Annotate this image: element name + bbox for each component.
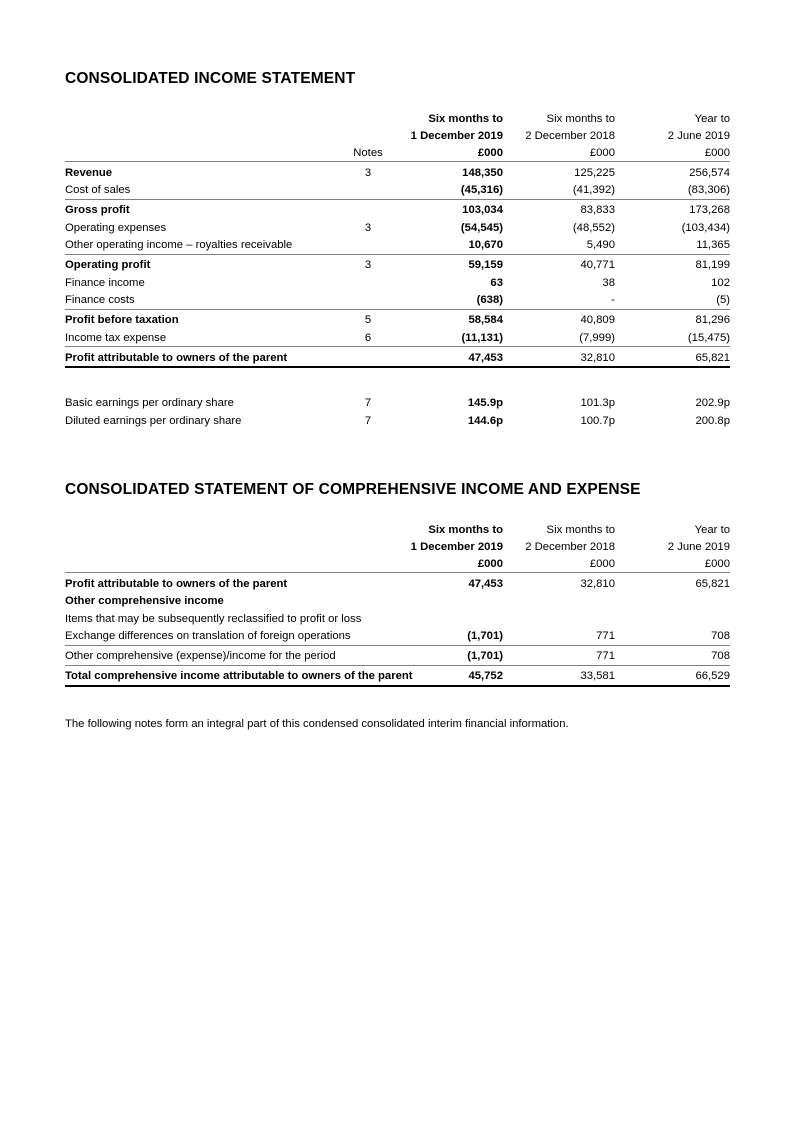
row-value-col1: 45,752 [398, 665, 503, 686]
col3-period-line2: 2 June 2019 [667, 130, 730, 142]
table-row [65, 162, 730, 182]
footnote-text: The following notes form an integral part of this condensed consolidated interim financial information. [65, 717, 569, 730]
col1-period-line1: Six months to [428, 113, 503, 125]
row-value-col3: (15,475) [687, 331, 730, 344]
row-value-col3: 81,199 [615, 254, 730, 274]
row-value-col1: (45,316) [460, 184, 503, 196]
row-value-col1: 148,350 [398, 162, 503, 182]
row-note: 3 [338, 254, 398, 274]
row-value-col3: 11,365 [696, 239, 730, 251]
table-total-row [65, 347, 730, 368]
row-label: Profit before taxation [65, 309, 338, 329]
row-value-col3: 65,821 [615, 347, 730, 368]
row-label: Gross profit [65, 199, 338, 219]
row-value-col3: 708 [711, 630, 730, 642]
table-row [65, 199, 730, 219]
row-note [338, 181, 398, 199]
row-value-col3 [615, 592, 730, 610]
row-value-col1 [398, 610, 503, 628]
row-value-col1: 63 [490, 276, 503, 289]
table-row [65, 181, 730, 199]
table-row [65, 254, 730, 274]
row-value-col2: 83,833 [503, 199, 615, 219]
col2-unit: £000 [589, 147, 615, 159]
section-spacer [65, 429, 730, 481]
table-row [65, 573, 730, 593]
heading-spacer-2 [65, 499, 730, 521]
col3-unit: £000 [704, 147, 730, 159]
header-blank-3 [65, 144, 338, 162]
col1-period-line2: 1 December 2019 [410, 130, 503, 142]
col2-unit: £000 [589, 558, 615, 570]
eps-spacer [65, 368, 730, 394]
col2-period-line2: 2 December 2018 [525, 541, 615, 553]
table-row [65, 219, 730, 237]
row-value-col3: (103,434) [681, 221, 730, 234]
row-value-col2: 40,809 [503, 309, 615, 329]
header-blank [65, 110, 338, 127]
table-header-row-3 [65, 144, 730, 162]
comprehensive-income-table [65, 521, 730, 687]
row-value-col2: (48,552) [572, 221, 615, 234]
table-row [65, 394, 730, 412]
row-note [338, 236, 398, 254]
col2-period-line1: Six months to [546, 524, 615, 536]
row-value-col2: 38 [602, 276, 615, 289]
row-value-col2: 32,810 [503, 347, 615, 368]
row-note [338, 347, 398, 368]
row-note: 3 [364, 221, 372, 234]
row-value-col3: 202.9p [695, 397, 730, 409]
row-note: 5 [338, 309, 398, 329]
row-label: Profit attributable to owners of the parent [65, 573, 398, 593]
row-value-col1: 103,034 [398, 199, 503, 219]
row-value-col3: 256,574 [615, 162, 730, 182]
row-label: Finance income [65, 276, 145, 289]
notes-column-header: Notes [353, 147, 383, 159]
col1-period-line2: 1 December 2019 [410, 541, 503, 553]
row-value-col2: 771 [503, 645, 615, 665]
row-value-col2: 40,771 [503, 254, 615, 274]
row-label: Operating profit [65, 254, 338, 274]
row-value-col2: - [611, 294, 615, 306]
row-value-col3: 102 [711, 276, 730, 289]
comprehensive-income-heading: CONSOLIDATED STATEMENT OF COMPREHENSIVE INCOME AND EXPENSE [65, 481, 641, 498]
table-row [65, 291, 730, 309]
row-value-col3: 200.8p [695, 414, 730, 427]
col3-period-line1: Year to [694, 524, 730, 536]
col1-unit: £000 [477, 558, 503, 570]
col2-period-line1: Six months to [546, 113, 615, 125]
col3-period-line2: 2 June 2019 [667, 541, 730, 553]
row-value-col3: 173,268 [615, 199, 730, 219]
row-note: 6 [364, 331, 372, 344]
row-label: Income tax expense [65, 331, 167, 344]
row-label: Revenue [65, 162, 338, 182]
col1-period-line1: Six months to [428, 524, 503, 536]
row-value-col3: (83,306) [687, 184, 730, 196]
row-label: Finance costs [65, 294, 135, 306]
col2-period-line2: 2 December 2018 [525, 130, 615, 142]
row-value-col3: 708 [615, 645, 730, 665]
row-label: Operating expenses [65, 221, 167, 234]
row-note [338, 199, 398, 219]
row-value-col2: (7,999) [579, 331, 615, 344]
table-row [65, 329, 730, 347]
header-blank-notes [338, 110, 398, 127]
row-value-col1: 10,670 [468, 239, 503, 251]
row-value-col1: (638) [476, 294, 503, 306]
table-row [65, 592, 730, 610]
row-note: 7 [364, 414, 372, 427]
header-blank-2 [65, 538, 398, 555]
table-row [65, 412, 730, 430]
table-total-row [65, 665, 730, 686]
row-value-col1: 58,584 [398, 309, 503, 329]
table-row [65, 627, 730, 645]
header-blank-notes-2 [338, 127, 398, 144]
row-value-col1: (54,545) [460, 221, 503, 234]
heading-spacer [65, 88, 730, 110]
row-label: Other comprehensive income [65, 595, 224, 607]
row-label: Items that may be subsequently reclassified to profit or loss [65, 612, 362, 625]
table-header-row-2 [65, 127, 730, 144]
header-blank [65, 521, 398, 538]
row-value-col1: 145.9p [467, 397, 503, 409]
row-value-col2: 5,490 [586, 239, 615, 251]
table-row [65, 645, 730, 665]
row-label: Profit attributable to owners of the parent [65, 347, 338, 368]
row-value-col3: (5) [716, 294, 730, 306]
row-value-col2: 33,581 [503, 665, 615, 686]
table-row [65, 309, 730, 329]
row-label: Diluted earnings per ordinary share [65, 414, 242, 427]
row-value-col2: 125,225 [503, 162, 615, 182]
table-row [65, 274, 730, 292]
row-value-col1 [398, 592, 503, 610]
col1-unit: £000 [477, 147, 503, 159]
footnote-spacer [65, 687, 730, 717]
row-value-col3: 65,821 [615, 573, 730, 593]
row-label: Total comprehensive income attributable to owners of the parent [65, 665, 398, 686]
row-label: Other comprehensive (expense)/income for the period [65, 645, 398, 665]
row-note [338, 291, 398, 309]
row-value-col2 [503, 592, 615, 610]
row-note [338, 274, 398, 292]
header-blank-3 [65, 555, 398, 573]
document-content [65, 70, 730, 731]
table-header-row-2 [65, 538, 730, 555]
row-value-col3: 81,296 [615, 309, 730, 329]
row-value-col2 [503, 610, 615, 628]
row-label: Other operating income – royalties receivable [65, 239, 293, 251]
row-label: Cost of sales [65, 184, 131, 196]
row-value-col1: 144.6p [467, 414, 503, 427]
income-statement-table [65, 110, 730, 368]
row-value-col1: 47,453 [398, 347, 503, 368]
row-label: Exchange differences on translation of foreign operations [65, 630, 351, 642]
header-blank-2 [65, 127, 338, 144]
col3-unit: £000 [704, 558, 730, 570]
row-value-col2: 32,810 [503, 573, 615, 593]
row-value-col2: 771 [596, 630, 615, 642]
row-value-col1: 47,453 [398, 573, 503, 593]
row-label: Basic earnings per ordinary share [65, 397, 234, 409]
table-header-row-1 [65, 110, 730, 127]
row-note: 3 [338, 162, 398, 182]
row-value-col3 [615, 610, 730, 628]
row-value-col1: (1,701) [467, 630, 503, 642]
earnings-per-share-table [65, 394, 730, 429]
row-value-col2: (41,392) [572, 184, 615, 196]
row-value-col2: 100.7p [580, 414, 615, 427]
row-value-col1: (11,131) [461, 331, 503, 344]
row-value-col1: (1,701) [398, 645, 503, 665]
row-value-col3: 66,529 [615, 665, 730, 686]
row-value-col1: 59,159 [398, 254, 503, 274]
row-note: 7 [364, 397, 372, 409]
table-row [65, 610, 730, 628]
table-row [65, 236, 730, 254]
income-statement-heading: CONSOLIDATED INCOME STATEMENT [65, 70, 356, 87]
table-header-row-1 [65, 521, 730, 538]
row-value-col2: 101.3p [580, 397, 615, 409]
table-header-row-3 [65, 555, 730, 573]
col3-period-line1: Year to [694, 113, 730, 125]
